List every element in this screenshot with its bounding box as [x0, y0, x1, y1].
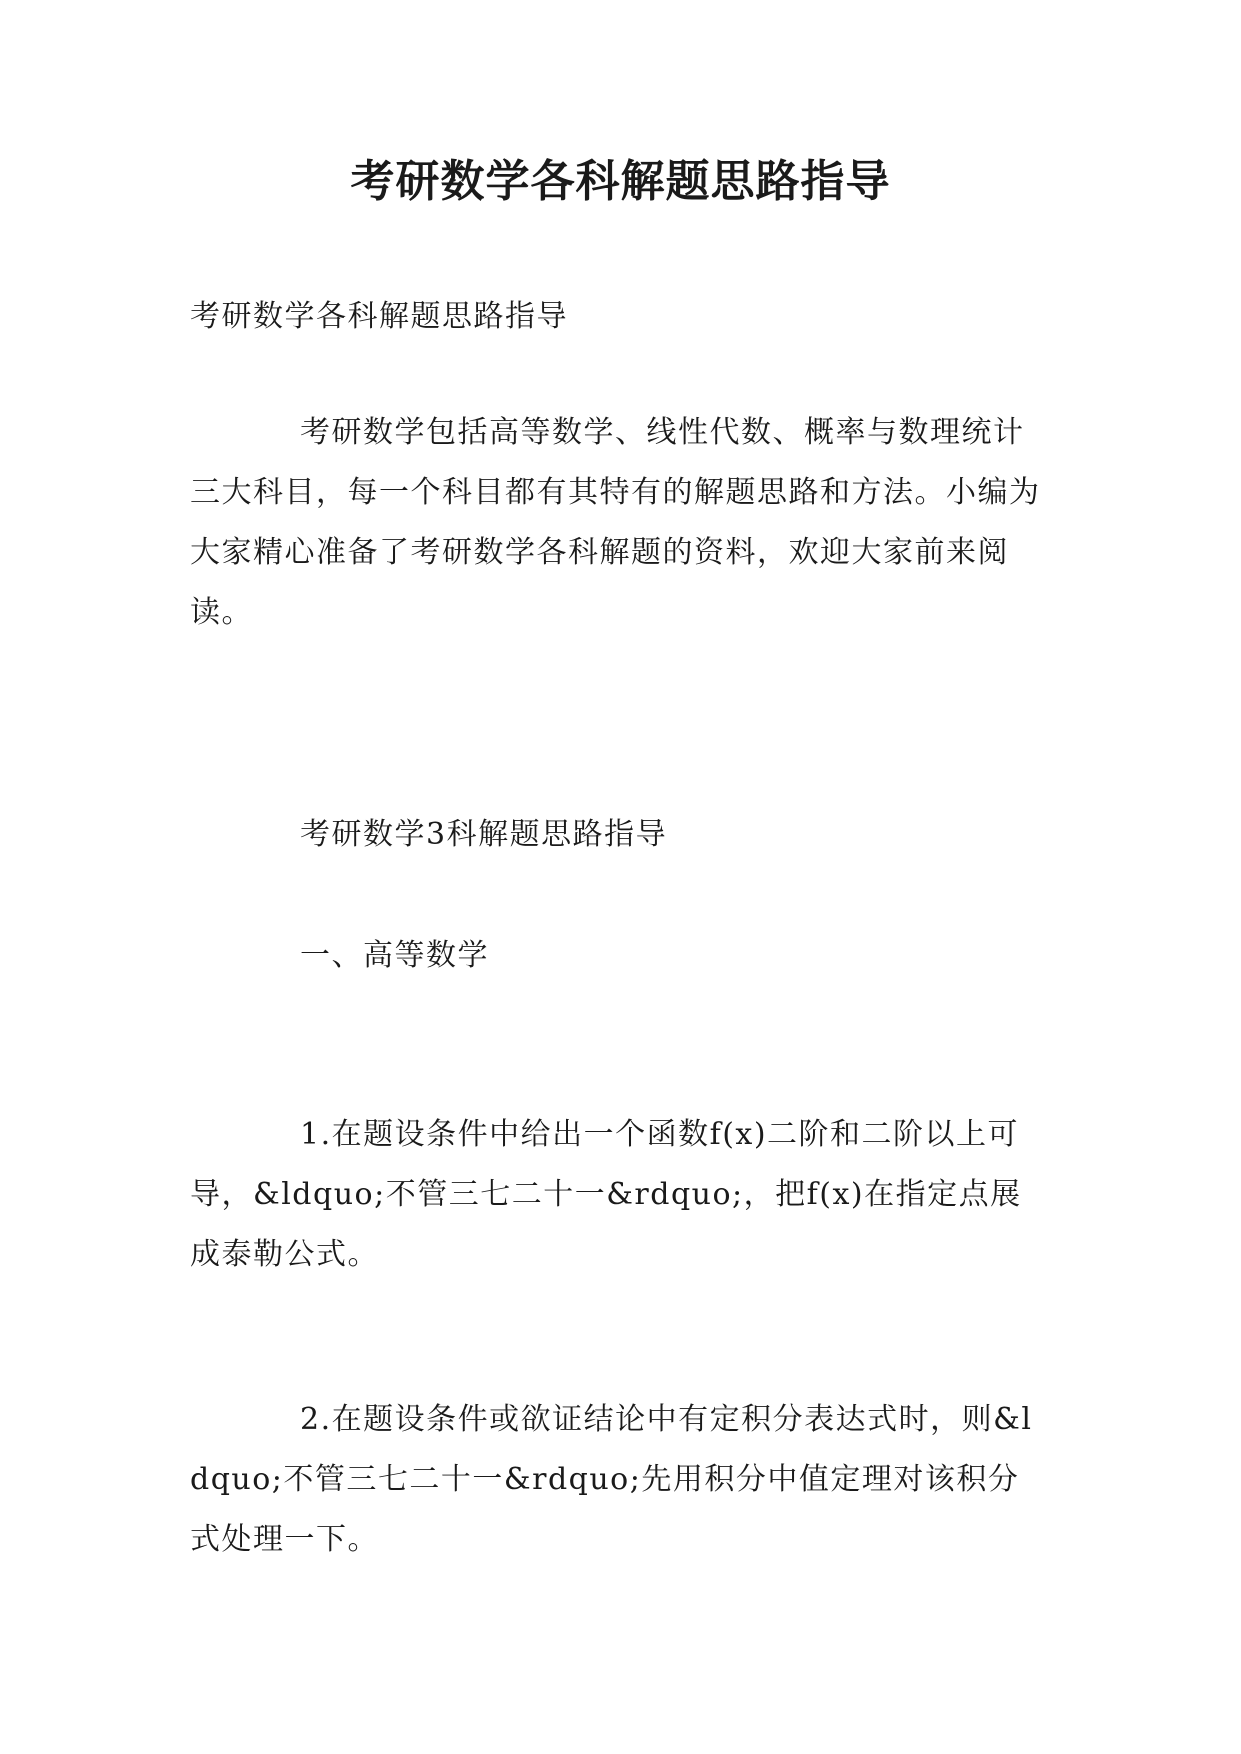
section-heading: 考研数学3科解题思路指导: [300, 817, 668, 852]
document-title: 考研数学各科解题思路指导: [350, 156, 891, 207]
intro-paragraph: 考研数学包括高等数学、线性代数、概率与数理统计三大科目，每一个科目都有其特有的解题思路和方法。小编为大家精心准备了考研数学各科解题的资料，欢迎大家前来阅读。: [190, 415, 1041, 630]
subsection-heading: 一、高等数学: [300, 938, 489, 973]
document-subtitle: 考研数学各科解题思路指导: [190, 299, 568, 334]
list-item: 1.在题设条件中给出一个函数f(x)二阶和二阶以上可导，&ldquo;不管三七二十一&rdquo;，把f(x)在指定点展成泰勒公式。: [190, 1117, 1022, 1272]
list-item: 2.在题设条件或欲证结论中有定积分表达式时，则&ldquo;不管三七二十一&rdquo;先用积分中值定理对该积分式处理一下。: [190, 1402, 1033, 1557]
